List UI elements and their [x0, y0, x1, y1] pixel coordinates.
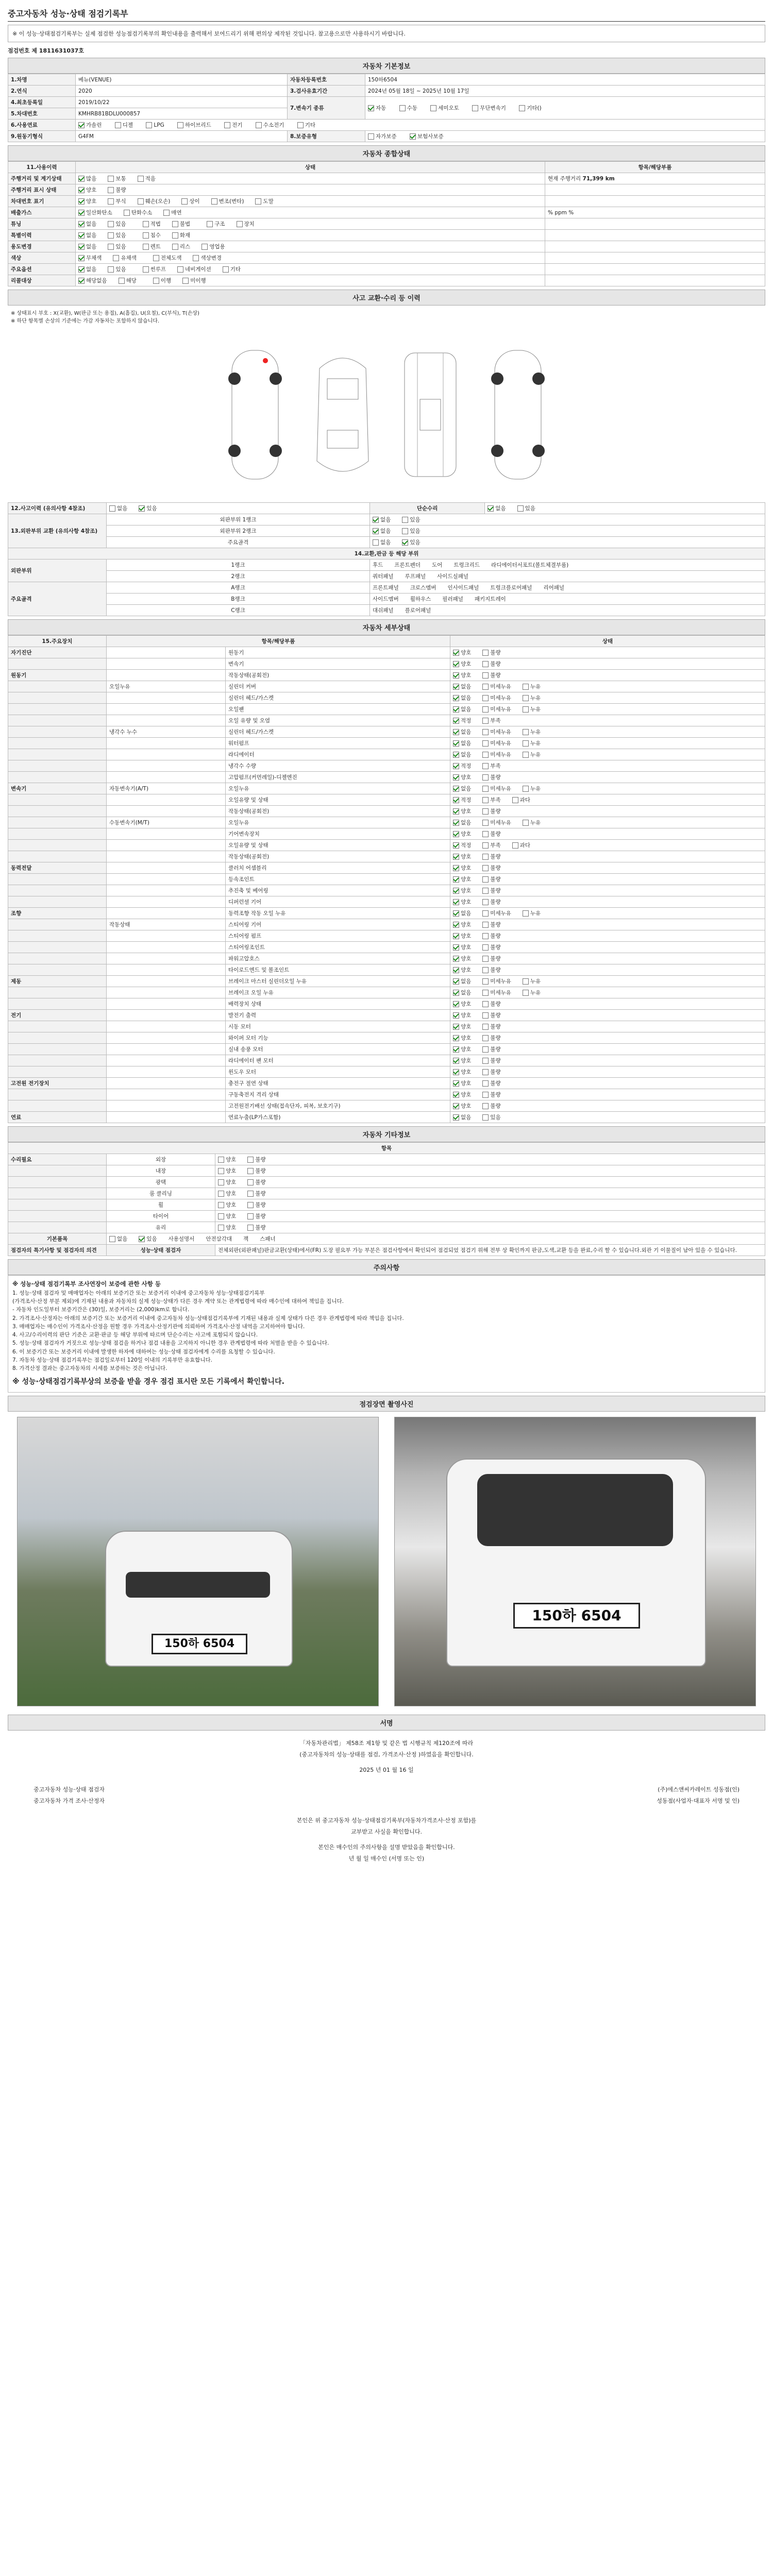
checkbox[interactable]	[453, 763, 459, 769]
extra-row: 룸 클리닝 양호 불량	[8, 1188, 765, 1199]
extra-row: 유리 양호 불량	[8, 1222, 765, 1233]
status-table	[8, 161, 765, 286]
checkbox[interactable]	[482, 944, 489, 951]
checkbox[interactable]	[453, 740, 459, 747]
checkbox[interactable]	[430, 105, 436, 111]
checkbox[interactable]	[402, 539, 408, 546]
sign-section-title: 서명	[8, 1715, 765, 1731]
checkbox[interactable]	[224, 122, 230, 128]
checkbox[interactable]	[453, 990, 459, 996]
detail-row: 워터펌프 없음 미세누유 누유	[8, 738, 765, 749]
note-line: 3. 매매업자는 매수인이 가격조사·산정을 원할 경우 가격조사·산정기관에 의뢰하여 가격조사·산정 내역을 고지하여야 합니다.	[12, 1323, 305, 1330]
status-row: 리콜대상 해당없음 해당 이행 미이행	[8, 275, 765, 286]
checkbox[interactable]	[453, 695, 459, 701]
checkbox[interactable]	[523, 978, 529, 985]
checkbox[interactable]	[78, 232, 85, 239]
checkbox[interactable]	[482, 684, 489, 690]
checkbox[interactable]	[453, 1103, 459, 1109]
checkbox[interactable]	[453, 650, 459, 656]
checkbox[interactable]	[218, 1168, 224, 1174]
checkbox[interactable]	[482, 1092, 489, 1098]
basic-table	[8, 74, 765, 142]
detail-row: 고전원 전기장치 충전구 절연 상태 양호 불량	[8, 1078, 765, 1089]
detail-row: 오일 유량 및 오염 적정 부족	[8, 715, 765, 726]
checkbox[interactable]	[247, 1213, 254, 1219]
year-value: 2020	[76, 86, 288, 97]
checkbox[interactable]	[255, 198, 261, 205]
status-row: 배출가스 일산화탄소 탄화수소 매연 % ppm %	[8, 207, 765, 218]
checkbox[interactable]	[218, 1213, 224, 1219]
checkbox[interactable]	[453, 729, 459, 735]
status-row: 주행거리 표시 상태 양호 불량	[8, 184, 765, 196]
warranty-options: 자가보증 보험사보증	[365, 131, 765, 142]
status-row: 주행거리 및 계기상태 많음 보통 적음 현재 주행거리 71,399 km	[8, 173, 765, 184]
checkbox[interactable]	[138, 176, 144, 182]
checkbox[interactable]	[453, 922, 459, 928]
car-top-icon	[309, 348, 376, 482]
checkbox[interactable]	[482, 854, 489, 860]
checkbox[interactable]	[482, 820, 489, 826]
checkbox[interactable]	[453, 967, 459, 973]
checkbox[interactable]	[453, 774, 459, 781]
detail-row: 와이퍼 모터 기능 양호 불량	[8, 1032, 765, 1044]
checkbox[interactable]	[453, 1080, 459, 1087]
checkbox[interactable]	[453, 1012, 459, 1019]
accident-table: 12.사고이력 (유의사항 4참조) 없음 있음 단순수리 없음 있음 13.외판부위 교환 (유의사항 4참조) 외판부위 1랭크 없음 있음 외판부위 2랭크 없음 있음 주요골격 없음 있음 14.교환,판금 등 해당 부위 외판부위 1랭크 후드 프론트펜더 도어 트렁크리드 라디에이터서포트(볼트체결부품) 2랭크 쿼터패널 루프패널 사이드실패널 주요골격 A랭크 프론트패널 크로스멤버 인사이드패널 트렁크플로어패널 리어패널 B랭크 사이드멤버 휠하우스 필러패널 패키지트레이 C랭크 대쉬패널 플로어패널	[8, 502, 765, 616]
checkbox[interactable]	[201, 244, 208, 250]
checkbox[interactable]	[373, 528, 379, 534]
detail-row: 윈도우 모터 양호 불량	[8, 1066, 765, 1078]
checkbox[interactable]	[523, 729, 529, 735]
checkbox[interactable]	[78, 244, 85, 250]
checkbox[interactable]	[119, 278, 125, 284]
checkbox[interactable]	[78, 278, 85, 284]
checkbox[interactable]	[453, 910, 459, 917]
detail-row: 스티어링 펌프 양호 불량	[8, 930, 765, 942]
checkbox[interactable]	[482, 763, 489, 769]
checkbox[interactable]	[402, 528, 408, 534]
checkbox[interactable]	[172, 221, 178, 227]
notes-section-title: 주의사항	[8, 1259, 765, 1275]
checkbox[interactable]	[181, 198, 188, 205]
checkbox[interactable]	[482, 718, 489, 724]
checkbox[interactable]	[482, 956, 489, 962]
checkbox[interactable]	[482, 910, 489, 917]
checkbox[interactable]	[108, 232, 114, 239]
checkbox[interactable]	[410, 133, 416, 140]
checkbox[interactable]	[297, 122, 304, 128]
checkbox[interactable]	[482, 1114, 489, 1121]
checkbox[interactable]	[482, 1035, 489, 1041]
first-reg: 2019/10/22	[76, 97, 288, 108]
detail-row: 냉각수 누수 실린더 헤드/가스켓 없음 미세누유 누유	[8, 726, 765, 738]
note-line: 2. 가격조사·산정자는 아래의 보증기간 또는 보증거리 이내에 중고자동차 성능·상태점검기록부에 기재된 내용과 실제 상태가 다른 경우 관계법령에 따라 책임을 집니다.	[12, 1315, 404, 1321]
checkbox[interactable]	[453, 1035, 459, 1041]
vin-label: 5.차대번호	[8, 108, 76, 120]
checkbox[interactable]	[482, 1103, 489, 1109]
checkbox[interactable]	[482, 695, 489, 701]
vin-value: KMHRB81BDLU000857	[76, 108, 288, 120]
detail-row: 전기 발전기 출력 양호 불량	[8, 1010, 765, 1021]
checkbox[interactable]	[247, 1202, 254, 1208]
checkbox[interactable]	[482, 786, 489, 792]
checkbox[interactable]	[517, 505, 524, 512]
checkbox[interactable]	[523, 706, 529, 713]
checkbox[interactable]	[523, 684, 529, 690]
detail-row: 원동기 작동상태(공회전) 양호 불량	[8, 670, 765, 681]
checkbox[interactable]	[373, 539, 379, 546]
fuel-label: 6.사용연료	[8, 120, 76, 131]
note-line: - 자동차 인도일부터 보증기간은 (30)일, 보증거리는 (2,000)km로 합니다.	[12, 1307, 190, 1313]
year-label: 2.연식	[8, 86, 76, 97]
header-notice: ※ 이 성능·상태점검기록부는 실제 점검한 성능점검기록부의 확인내용을 출력해서 보여드리기 위해 편의상 제작된 것입니다. 참고용으로만 사용하시기 바랍니다.	[8, 25, 765, 42]
checkbox[interactable]	[78, 198, 85, 205]
checkbox[interactable]	[453, 1092, 459, 1098]
checkbox[interactable]	[453, 752, 459, 758]
accident-section-title: 사고 교환·수리 등 이력	[8, 290, 765, 306]
extra-table: 항목 수리필요 외장 양호 불량 내장 양호 불량 광택 양호 불량 룸 클리닝 양호 불량 휠 양호 불량 타이어 양호 불량 유리 양호 불량 기본품목 없음 있음 사용설명서 안전삼각대 잭 스패너 점검자의 특기사항 및 점검자의 의견 성능·상태 점검자 전체외판(외판패널)판금교환(상태)에서(FR) 도장 필요부 가능 부분은 점검사항에서 확인되어 점검되었 점검기 위해 전부 상 확인까지 판금,도색,교환 등을 완료,수리 할 수 있습니다.외관 기 이물질이 남아 있을 수 있습니다.	[8, 1142, 765, 1256]
checkbox[interactable]	[482, 706, 489, 713]
checkbox[interactable]	[109, 1236, 115, 1242]
checkbox[interactable]	[78, 122, 85, 128]
checkbox[interactable]	[368, 105, 374, 111]
checkbox[interactable]	[453, 706, 459, 713]
checkbox[interactable]	[453, 831, 459, 837]
detail-row: 수동변속기(M/T) 오일누유 없음 미세누유 누유	[8, 817, 765, 828]
checkbox[interactable]	[482, 933, 489, 939]
transmission-options: 자동 수동 세미오토 무단변속기 기타()	[365, 97, 765, 120]
warranty-label: 8.보증유형	[288, 131, 365, 142]
detail-row: 동력전달 클러치 어셈블리 양호 불량	[8, 862, 765, 874]
status-row: 차대번호 표기 양호 부식 훼손(오손) 상이 변조(변타) 도말	[8, 196, 765, 207]
checkbox[interactable]	[153, 255, 159, 261]
car-name-label: 1.차명	[8, 74, 76, 86]
detail-row: 디퍼런셜 기어 양호 불량	[8, 896, 765, 908]
checkbox[interactable]	[453, 1001, 459, 1007]
checkbox[interactable]	[482, 899, 489, 905]
photo-row	[8, 1412, 765, 1711]
status-row: 색상 무채색 유채색 전체도색 색상변경	[8, 252, 765, 264]
detail-row: 작동상태(공회전) 양호 불량	[8, 806, 765, 817]
checkbox[interactable]	[482, 842, 489, 849]
checkbox[interactable]	[78, 176, 85, 182]
checkbox[interactable]	[519, 105, 525, 111]
checkbox[interactable]	[523, 786, 529, 792]
doc-number: 점검번호 제 1811631037호	[8, 47, 84, 54]
checkbox[interactable]	[482, 1001, 489, 1007]
detail-row: 냉각수 수량 적정 부족	[8, 760, 765, 772]
checkbox[interactable]	[453, 797, 459, 803]
checkbox[interactable]	[172, 232, 178, 239]
checkbox[interactable]	[453, 842, 459, 849]
checkbox[interactable]	[482, 740, 489, 747]
checkbox[interactable]	[109, 505, 115, 512]
car-diagram	[8, 327, 765, 502]
checkbox[interactable]	[453, 956, 459, 962]
first-reg-label: 4.최초등록일	[8, 97, 76, 108]
car-side-left-icon	[222, 348, 289, 482]
detail-row: 변속기 자동변속기(A/T) 오일누유 없음 미세누유 누유	[8, 783, 765, 794]
checkbox[interactable]	[482, 1012, 489, 1019]
car-side-right-icon	[484, 348, 551, 482]
detail-row: 스티어링조인트 양호 불량	[8, 942, 765, 953]
checkbox[interactable]	[399, 105, 406, 111]
extra-row: 휠 양호 불량	[8, 1199, 765, 1211]
checkbox[interactable]	[453, 1046, 459, 1053]
checkbox[interactable]	[453, 888, 459, 894]
detail-row: 고전원전기배선 상태(접속단자, 피복, 보호기구) 양호 불량	[8, 1100, 765, 1112]
checkbox[interactable]	[523, 740, 529, 747]
checkbox[interactable]	[218, 1225, 224, 1231]
transmission-label: 7.변속기 종류	[288, 97, 365, 120]
checkbox[interactable]	[453, 820, 459, 826]
checkbox[interactable]	[373, 517, 379, 523]
checkbox[interactable]	[108, 221, 114, 227]
status-col-item: 11.사용이력	[8, 162, 76, 173]
note-line: 1. 성능·상태 점검자 및 매매업자는 아래의 보증기간 또는 보증거리 이내에 중고자동차 성능·상태점검기록부	[12, 1290, 265, 1296]
plate-value: 150하6504	[365, 74, 765, 86]
checkbox[interactable]	[177, 122, 183, 128]
notes-box: ※ 성능·상태 점검기록부 조사연장이 보증에 관한 사항 등 1. 성능·상태 점검자 및 매매업자는 아래의 보증기간 또는 보증거리 이내에 중고자동차 성능·상태점검기록부 (가격조사·산정 부분 제외)에 기재된 내용과 자동차의 실제 성능·상태가 다른 경우 계약 또는 관계법령에 따라 매수인에 대하여 책임을 집니다. - 자동차 인도일부터 보증기간은 (30)일, 보증거리는 (2,000)km로 합니다. 2. 가격조사·산정자는 아래의 보증기간 또는 보증거리 이내에 중고자동차 성능·상태점검기록부에 기재된 내용과 실제 상태가 다른 경우 관계법령에 따라 책임을 집니다. 3. 매매업자는 매수인이 가격조사·산정을 원할 경우 가격조사·산정기관에 의뢰하여 가격조사·산정 내역을 고지하여야 합니다. 4. 사고/수리이력의 판단 기준은 교환·판금 등 해당 부위에 따르며 단순수리는 사고에 포함되지 않습니다. 5. 성능·상태 점검자가 거짓으로 성능·상태 점검을 하거나 점검 내용을 고지하지 아니한 경우 관계법령에 따라 처벌을 받을 수 있습니다. 6. 이 보증기간 또는 보증거리 이내에 발생한 하자에 대하여는 성능·상태 점검자에게 수리를 요청할 수 있습니다. 7. 자동차 성능·상태 점검기록부는 점검일로부터 120일 이내의 기록부만 유효합니다. 8. 가격산정 결과는 중고자동차의 시세를 보증하는 것은 아닙니다. ※ 성능·상태점검기록부상의 보증을 받을 경우 점검 표시란 모든 기록에서 확인합니다.	[8, 1275, 765, 1393]
detail-row: 실내 송풍 모터 양호 불량	[8, 1044, 765, 1055]
checkbox[interactable]	[124, 210, 130, 216]
detail-row: 파워고압호스 양호 불량	[8, 953, 765, 964]
checkbox[interactable]	[453, 899, 459, 905]
detail-row: 등속조인트 양호 불량	[8, 874, 765, 885]
checkbox[interactable]	[143, 232, 149, 239]
note-line: 7. 자동차 성능·상태 점검기록부는 점검일로부터 120일 이내의 기록부만 유효합니다.	[12, 1357, 213, 1363]
detail-row: 오일유량 및 상태 적정 부족 과다	[8, 840, 765, 851]
checkbox[interactable]	[139, 505, 145, 512]
extra-row: 수리필요 외장 양호 불량	[8, 1154, 765, 1165]
car-name: 베뉴(VENUE)	[76, 74, 288, 86]
detail-row: 실린더 헤드/가스켓 없음 미세누유 누유	[8, 692, 765, 704]
accident-legend: ※ 상태표시 부호 : X(교환), W(판금 또는 용접), A(흠집), U(요철), C(부식), T(손상) ※ 하단 항목별 손상의 기준에는 가감 자동차는 포함하지 않습니다.	[11, 311, 199, 324]
inspect-period-label: 3.검사유효기간	[288, 86, 365, 97]
checkbox[interactable]	[143, 244, 149, 250]
detail-row: 시동 모터 양호 불량	[8, 1021, 765, 1032]
checkbox[interactable]	[482, 661, 489, 667]
checkbox[interactable]	[453, 661, 459, 667]
checkbox[interactable]	[247, 1191, 254, 1197]
detail-row: 브레이크 오일 누유 없음 미세누유 누유	[8, 987, 765, 998]
status-row: 튜닝 없음 있음 적법 불법 구조 장치	[8, 218, 765, 230]
detail-row: 조향 동력조향 작동 오일 누유 없음 미세누유 누유	[8, 908, 765, 919]
checkbox[interactable]	[472, 105, 478, 111]
engine-label: 9.원동기형식	[8, 131, 76, 142]
plate-label: 자동차등록번호	[288, 74, 365, 86]
checkbox[interactable]	[453, 1058, 459, 1064]
checkbox[interactable]	[453, 672, 459, 679]
extra-row: 내장 양호 불량	[8, 1165, 765, 1177]
checkbox[interactable]	[482, 1069, 489, 1075]
checkbox[interactable]	[482, 978, 489, 985]
basic-section-title: 자동차 기본정보	[8, 58, 765, 74]
checkbox[interactable]	[453, 944, 459, 951]
checkbox[interactable]	[402, 517, 408, 523]
checkbox[interactable]	[108, 198, 114, 205]
checkbox[interactable]	[368, 133, 374, 140]
checkbox[interactable]	[108, 187, 114, 193]
checkbox[interactable]	[218, 1202, 224, 1208]
checkbox[interactable]	[78, 266, 85, 273]
extra-row: 광택 양호 불량	[8, 1177, 765, 1188]
note-line: 6. 이 보증기간 또는 보증거리 이내에 발생한 하자에 대하여는 성능·상태 점검자에게 수리를 요청할 수 있습니다.	[12, 1348, 275, 1355]
checkbox[interactable]	[512, 842, 518, 849]
checkbox[interactable]	[172, 244, 178, 250]
checkbox[interactable]	[138, 198, 144, 205]
checkbox[interactable]	[115, 122, 121, 128]
fuel-options: 가솔린 디젤 LPG 하이브리드 전기 수소전기 기타	[76, 120, 765, 131]
page-title: 중고자동차 성능·상태 점검기록부	[8, 5, 765, 22]
checkbox[interactable]	[453, 865, 459, 871]
detail-table: 15.주요장치 항목/해당부품 상태 자기진단 원동기 양호 불량 변속기 양호 불량 원동기 작동상태(공회전) 양호 불량 오일누유 실린더 커버 없음 미세누유 누유 실린더 헤드/가스켓 없음 미세누유 누유 오일팬 없음 미세누유 누유 오일 유량 및 오염 적정 부족 냉각수 누수 실린더 헤드/가스켓 없음 미세누유 누유 워터펌프 없음 미세누유 누유 라디에이터 없음 미세누유 누유 냉각수 수량 적정 부족 고압펌프(커먼레일)-디젤엔진 양호 불량 변속기 자동변속기(A/T) 오일누유 없음 미세누유 누유 오일유량 및 상태 적정 부족 과다 작동상태(공회전) 양호 불량 수동변속기(M/T) 오일누유 없음 미세누유 누유 기어변속장치 양호 불량 오일유량 및 상태 적정 부족 과다 작동상태(공회전) 양호 불량 동력전달 클러치 어셈블리 양호 불량 등속조인트 양호 불량 추진축 및 베어링 양호 불량 디퍼런셜 기어 양호 불량 조향 동력조향 작동 오일 누유 없음 미세누유 누유 작동상태 스티어링 기어 양호 불량 스티어링 펌프 양호 불량 스티어링조인트 양호 불량 파워고압호스 양호 불량 타이로드엔드 및 볼조인트 양호 불량 제동 브레이크 마스터 실린더오일 누유 없음 미세누유 누유 브레이크 오일 누유 없음 미세누유 누유 배력장치 상태 양호 불량 전기 발전기 출력 양호 불량 시동 모터 양호 불량 와이퍼 모터 기능 양호 불량 실내 송풍 모터 양호 불량 라디에이터 팬 모터 양호 불량 윈도우 모터 양호 불량 고전원 전기장치 충전구 절연 상태 양호 불량 구동축전지 격리 상태 양호 불량 고전원전기배선 상태(접속단자, 피복, 보호기구) 양호 불량 연료 연료누출(LP가스포함) 없음 있음	[8, 635, 765, 1123]
checkbox[interactable]	[482, 650, 489, 656]
checkbox[interactable]	[523, 695, 529, 701]
checkbox[interactable]	[523, 990, 529, 996]
checkbox[interactable]	[453, 854, 459, 860]
detail-row: 제동 브레이크 마스터 실린더오일 누유 없음 미세누유 누유	[8, 976, 765, 987]
checkbox[interactable]	[163, 210, 170, 216]
checkbox[interactable]	[453, 718, 459, 724]
detail-row: 고압펌프(커먼레일)-디젤엔진 양호 불량	[8, 772, 765, 783]
checkbox[interactable]	[482, 876, 489, 883]
checkbox[interactable]	[453, 808, 459, 815]
checkbox[interactable]	[453, 1024, 459, 1030]
checkbox[interactable]	[146, 122, 152, 128]
detail-row: 라디에이터 팬 모터 양호 불량	[8, 1055, 765, 1066]
detail-row: 오일팬 없음 미세누유 누유	[8, 704, 765, 715]
checkbox[interactable]	[482, 888, 489, 894]
status-section-title: 자동차 종합상태	[8, 145, 765, 161]
checkbox[interactable]	[488, 505, 494, 512]
checkbox[interactable]	[523, 820, 529, 826]
detail-row: 자기진단 원동기 양호 불량	[8, 647, 765, 658]
checkbox[interactable]	[247, 1179, 254, 1185]
front-photo: 150하 6504	[17, 1417, 379, 1706]
status-col-note: 항목/해당부품	[545, 162, 765, 173]
checkbox[interactable]	[482, 922, 489, 928]
checkbox[interactable]	[108, 176, 114, 182]
note-line: 5. 성능·상태 점검자가 거짓으로 성능·상태 점검을 하거나 점검 내용을 고지하지 아니한 경우 관계법령에 따라 처벌을 받을 수 있습니다.	[12, 1340, 329, 1347]
detail-row: 변속기 양호 불량	[8, 658, 765, 670]
status-row: 주요옵션 없음 있음 썬루프 네비게이션 기타	[8, 264, 765, 275]
checkbox[interactable]	[482, 831, 489, 837]
checkbox[interactable]	[453, 876, 459, 883]
checkbox[interactable]	[207, 221, 213, 227]
checkbox[interactable]	[218, 1191, 224, 1197]
checkbox[interactable]	[247, 1157, 254, 1163]
checkbox[interactable]	[237, 221, 243, 227]
checkbox[interactable]	[482, 752, 489, 758]
checkbox[interactable]	[78, 187, 85, 193]
checkbox[interactable]	[193, 255, 199, 261]
checkbox[interactable]	[247, 1225, 254, 1231]
detail-row: 배력장치 상태 양호 불량	[8, 998, 765, 1010]
detail-row: 구동축전지 격리 상태 양호 불량	[8, 1089, 765, 1100]
checkbox[interactable]	[453, 786, 459, 792]
detail-row: 추진축 및 베어링 양호 불량	[8, 885, 765, 896]
note-line: (가격조사·산정 부분 제외)에 기재된 내용과 자동차의 실제 성능·상태가 다른 경우 계약 또는 관계법령에 따라 매수인에 대하여 책임을 집니다.	[12, 1298, 344, 1305]
sign-box: 「자동차관리법」 제58조 제1항 및 같은 법 시행규칙 제120조에 따라 (중고자동차의 성능·상태를 점검, 가격조사·산정 )하였음을 확인합니다. 2025 년 01 월 16 일 중고자동차 성능·상태 점검자 중고자동차 가격 조사·산정자 (주)에스앤씨카레이트 성동점(인) 성동점(사업자·대표자 서명 및 인) 본인은 위 중고자동차 성능·상태점검기록부(자동차가격조사·산정 포함)를 교부받고 사실을 확인합니다. 본인은 매수인의 주의사항을 설명 받았음을 확인합니다. 년 월 일 매수인 (서명 또는 인)	[33, 1740, 740, 1862]
checkbox[interactable]	[453, 1114, 459, 1121]
status-col-state: 상태	[76, 162, 545, 173]
checkbox[interactable]	[177, 266, 183, 273]
checkbox[interactable]	[482, 865, 489, 871]
report-page	[8, 5, 765, 1871]
checkbox[interactable]	[482, 990, 489, 996]
checkbox[interactable]	[182, 278, 189, 284]
engine-value: G4FM	[76, 131, 288, 142]
detail-row: 라디에이터 없음 미세누유 누유	[8, 749, 765, 760]
checkbox[interactable]	[523, 910, 529, 917]
detail-row: 작동상태 스티어링 기어 양호 불량	[8, 919, 765, 930]
checkbox[interactable]	[453, 978, 459, 985]
checkbox[interactable]	[482, 672, 489, 679]
checkbox[interactable]	[153, 278, 159, 284]
checkbox[interactable]	[218, 1179, 224, 1185]
checkbox[interactable]	[223, 266, 229, 273]
detail-row: 작동상태(공회전) 양호 불량	[8, 851, 765, 862]
checkbox[interactable]	[113, 255, 119, 261]
detail-section-title: 자동차 세부상태	[8, 619, 765, 635]
checkbox[interactable]	[453, 933, 459, 939]
status-row: 특별이력 없음 있음 침수 화재	[8, 230, 765, 241]
detail-row: 기어변속장치 양호 불량	[8, 828, 765, 840]
checkbox[interactable]	[108, 266, 114, 273]
inspect-period: 2024년 05월 18일 ~ 2025년 10월 17일	[365, 86, 765, 97]
checkbox[interactable]	[218, 1157, 224, 1163]
detail-row: 타이로드엔드 및 볼조인트 양호 불량	[8, 964, 765, 976]
extra-row: 타이어 양호 불량	[8, 1211, 765, 1222]
car-frame-icon	[397, 348, 464, 482]
checkbox[interactable]	[143, 221, 149, 227]
extra-section-title: 자동차 기타정보	[8, 1126, 765, 1142]
checkbox[interactable]	[78, 255, 85, 261]
checkbox[interactable]	[211, 198, 217, 205]
checkbox[interactable]	[256, 122, 262, 128]
checkbox[interactable]	[482, 967, 489, 973]
checkbox[interactable]	[247, 1168, 254, 1174]
detail-row: 오일유량 및 상태 적정 부족 과다	[8, 794, 765, 806]
checkbox[interactable]	[78, 210, 85, 216]
checkbox[interactable]	[482, 774, 489, 781]
rear-photo: 150하 6504	[394, 1417, 756, 1706]
checkbox[interactable]	[482, 797, 489, 803]
note-line: 4. 사고/수리이력의 판단 기준은 교환·판금 등 해당 부위에 따르며 단순수리는 사고에 포함되지 않습니다.	[12, 1332, 258, 1338]
photos-section-title: 점검장면 촬영사진	[8, 1396, 765, 1412]
checkbox[interactable]	[108, 244, 114, 250]
status-row: 용도변경 없음 있음 렌트 리스 영업용	[8, 241, 765, 252]
note-line: 8. 가격산정 결과는 중고자동차의 시세를 보증하는 것은 아닙니다.	[12, 1365, 167, 1372]
checkbox[interactable]	[453, 1069, 459, 1075]
checkbox[interactable]	[139, 1236, 145, 1242]
detail-row: 오일누유 실린더 커버 없음 미세누유 누유	[8, 681, 765, 692]
checkbox[interactable]	[143, 266, 149, 273]
checkbox[interactable]	[482, 1046, 489, 1053]
checkbox[interactable]	[482, 1024, 489, 1030]
checkbox[interactable]	[482, 1080, 489, 1087]
checkbox[interactable]	[482, 1058, 489, 1064]
checkbox[interactable]	[482, 808, 489, 815]
checkbox[interactable]	[78, 221, 85, 227]
checkbox[interactable]	[482, 729, 489, 735]
checkbox[interactable]	[453, 684, 459, 690]
checkbox[interactable]	[512, 797, 518, 803]
detail-row: 연료 연료누출(LP가스포함) 없음 있음	[8, 1112, 765, 1123]
checkbox[interactable]	[523, 752, 529, 758]
